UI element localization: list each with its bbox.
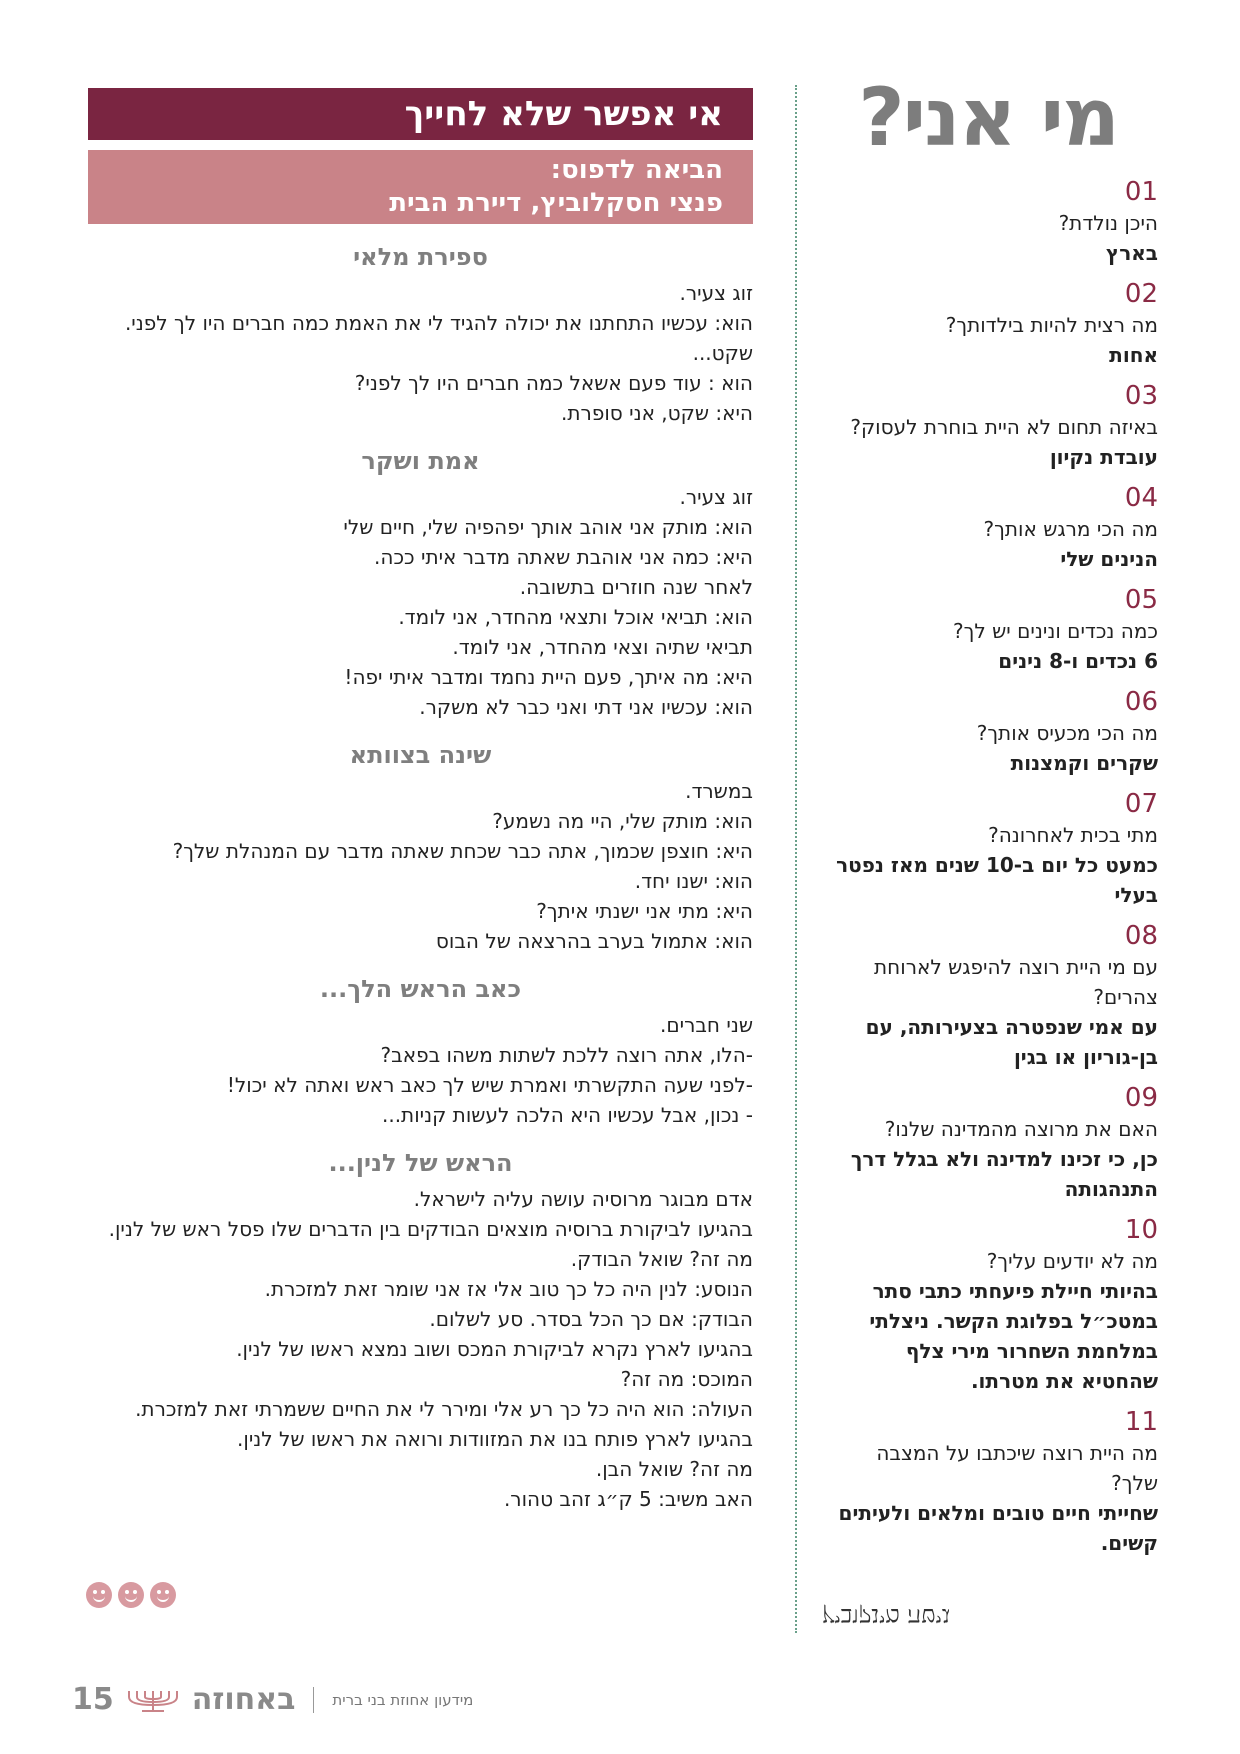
joke-line: הוא: תביאי אוכל ותצאי מהחדר, אני לומד.: [398, 605, 753, 629]
joke-line: בהגיעו לביקורת ברוסיה מוצאים הבודקים בין הדברים שלו פסל ראש של לנין.: [108, 1217, 753, 1241]
answer-text: עם אמי שנפטרה בצעירותה, עם בן-גוריון או בגין: [865, 1015, 1158, 1069]
joke-title: כאב הראש הלך...: [319, 975, 522, 1003]
smiley-icons: [86, 1582, 176, 1608]
questionnaire-title: מי אני?: [858, 71, 1118, 164]
answer-text: כמעט כל יום ב-10 שנים מאז נפטר בעלי: [836, 853, 1158, 907]
joke-line: הבודק: אם כך הכל בסדר. סע לשלום.: [429, 1307, 753, 1331]
question-text: באיזה תחום לא היית בוחרת לעסוק?: [850, 415, 1158, 439]
question-number: 03: [1124, 381, 1158, 411]
answer-text: שחייתי חיים טובים ומלאים ולעיתים קשים.: [838, 1501, 1158, 1555]
joke-line: זוג צעיר.: [679, 281, 753, 305]
magazine-name: באחוזה: [191, 1682, 296, 1717]
qa-item: [828, 380, 1158, 472]
question-number: 04: [1124, 483, 1158, 513]
smiley-icon: [86, 1582, 112, 1608]
joke-line: העולה: הוא היה כל כך רע אלי ומירר לי את החיים ששמרתי זאת למזכרת.: [135, 1397, 753, 1421]
joke-line: - נכון, אבל עכשיו היא הלכה לעשות קניות...: [381, 1103, 753, 1127]
joke-line: -הלו, אתה רוצה ללכת לשתות משהו בפאב?: [380, 1043, 753, 1067]
joke-section: [88, 972, 753, 1130]
joke-line: שני חברים.: [659, 1013, 753, 1037]
joke-line: היא: שקט, אני סופרת.: [561, 401, 753, 425]
joke-line: היא: מתי אני ישנתי איתך?: [536, 899, 753, 923]
joke-line: תביאי שתיה וצאי מהחדר, אני לומד.: [452, 635, 753, 659]
joke-line: היא: כמה אני אוהבת שאתה מדבר איתי ככה.: [374, 545, 753, 569]
question-text: מה היית רוצה שיכתבו על המצבה שלך?: [876, 1441, 1158, 1495]
qa-item: [828, 278, 1158, 370]
qa-item: [828, 1406, 1158, 1558]
answer-text: עובדת נקיון: [1049, 445, 1158, 469]
answer-text: כן, כי זכינו למדינה ולא בגלל דרך התנהגותה: [850, 1147, 1158, 1201]
question-text: עם מי היית רוצה להיפגש לארוחת צהרים?: [874, 955, 1158, 1009]
joke-line: האב משיב: 5 ק״ג זהב טהור.: [503, 1487, 753, 1511]
joke-line: הוא : עוד פעם אשאל כמה חברים היו לך לפני?: [354, 371, 753, 395]
footer-separator: [313, 1687, 314, 1713]
joke-section: [88, 738, 753, 956]
question-text: מה רצית להיות בילדותך?: [945, 313, 1158, 337]
qa-item: [828, 584, 1158, 676]
jokes-list: [88, 240, 753, 1514]
joke-section: [88, 240, 753, 428]
answer-text: הנינים שלי: [1060, 547, 1158, 571]
qa-item: [828, 176, 1158, 268]
question-number: 09: [1124, 1083, 1158, 1113]
question-number: 07: [1124, 789, 1158, 819]
answer-text: בארץ: [1105, 241, 1158, 265]
question-text: כמה נכדים ונינים יש לך?: [953, 619, 1158, 643]
joke-line: זוג צעיר.: [679, 485, 753, 509]
question-number: 05: [1124, 585, 1158, 615]
question-text: האם את מרוצה מהמדינה שלנו?: [884, 1117, 1158, 1141]
question-number: 11: [1124, 1407, 1158, 1437]
joke-section: [88, 444, 753, 722]
answer-text: אחות: [1109, 343, 1158, 367]
joke-line: בהגיעו לארץ פותח בנו את המזוודות ורואה את ראשו של לנין.: [237, 1427, 753, 1451]
question-number: 02: [1124, 279, 1158, 309]
question-text: מתי בכית לאחרונה?: [988, 823, 1158, 847]
page-footer: [72, 1682, 473, 1717]
jokes-banner: אי אפשר שלא לחייך: [88, 88, 753, 140]
joke-section: [88, 1146, 753, 1514]
qa-item: [828, 686, 1158, 778]
credit-line: פנצי חסקלוביץ, דיירת הבית: [389, 188, 723, 218]
magazine-subtitle: מידעון אחוזת בני ברית: [332, 1690, 474, 1709]
joke-line: הוא: מותק שלי, היי מה נשמע?: [492, 809, 753, 833]
joke-line: הוא: עכשיו אני דתי ואני כבר לא משקר.: [419, 695, 753, 719]
questionnaire: [828, 70, 1158, 1558]
question-text: מה לא יודעים עליך?: [986, 1249, 1158, 1273]
answer-text: שקרים וקמצנות: [1010, 751, 1158, 775]
joke-line: בהגיעו לארץ נקרא לביקורת המכס ושוב נמצא ראשו של לנין.: [236, 1337, 753, 1361]
joke-line: במשרד.: [685, 779, 753, 803]
joke-line: שקט...: [692, 341, 753, 365]
question-text: מה הכי מכעיס אותך?: [976, 721, 1158, 745]
question-text: מה הכי מרגש אותך?: [983, 517, 1158, 541]
smiley-icon: [150, 1582, 176, 1608]
joke-line: מה זה? שואל הבן.: [595, 1457, 753, 1481]
qa-item: [828, 1082, 1158, 1204]
credit-box: [88, 150, 753, 224]
qa-item: [828, 482, 1158, 574]
joke-line: הוא: מותק אני אוהב אותך יפהפיה שלי, חיים שלי: [343, 515, 753, 539]
answer-text: 6 נכדים ו-8 נינים: [998, 649, 1158, 673]
joke-line: מה זה? שואל הבודק.: [570, 1247, 753, 1271]
joke-line: אדם מבוגר מרוסיה עושה עליה לישראל.: [413, 1187, 753, 1211]
credit-line: הביאה לדפוס:: [550, 155, 723, 185]
joke-line: הנוסע: לנין היה כל כך טוב אלי אז אני שומר זאת למזכרת.: [264, 1277, 753, 1301]
smiley-icon: [118, 1582, 144, 1608]
joke-line: הוא: אתמול בערב בהרצאה של הבוס: [435, 929, 753, 953]
question-number: 06: [1124, 687, 1158, 717]
joke-line: הוא: ישנו יחד.: [634, 869, 753, 893]
joke-line: היא: מה איתך, פעם היית נחמד ומדבר איתי יפה!: [344, 665, 753, 689]
page-number: 15: [72, 1682, 114, 1717]
joke-line: -לפני שעה התקשרתי ואמרת שיש לך כאב ראש ואתה לא יכול!: [226, 1073, 753, 1097]
joke-line: היא: חוצפן שכמוך, אתה כבר שכחת שאתה מדבר עם המנהלת שלך?: [172, 839, 753, 863]
joke-title: הראש של לנין...: [328, 1149, 513, 1177]
menorah-icon: [124, 1687, 182, 1713]
signature: גיטה מינקוביץ: [822, 1603, 950, 1631]
joke-title: שינה בצוותא: [349, 741, 492, 769]
joke-line: המוכס: מה זה?: [620, 1367, 753, 1391]
joke-title: ספירת מלאי: [353, 243, 488, 271]
question-number: 01: [1124, 177, 1158, 207]
question-number: 10: [1124, 1215, 1158, 1245]
column-divider: [795, 85, 797, 1633]
joke-line: לאחר שנה חוזרים בתשובה.: [519, 575, 753, 599]
questionnaire-list: [828, 176, 1158, 1558]
question-number: 08: [1124, 921, 1158, 951]
qa-item: [828, 788, 1158, 910]
jokes-column: [88, 88, 753, 1514]
answer-text: בהיותי חיילת פיעחתי כתבי סתר במטכ״ל בפלוגת הקשר. ניצלתי במלחמת השחרור מירי צלף שהחטיא את מטרתו.: [869, 1279, 1158, 1393]
joke-title: אמת ושקר: [361, 447, 480, 475]
joke-line: הוא: עכשיו התחתנו את יכולה להגיד לי את האמת כמה חברים היו לך לפני.: [124, 311, 753, 335]
question-text: היכן נולדת?: [1058, 211, 1158, 235]
qa-item: [828, 1214, 1158, 1396]
qa-item: [828, 920, 1158, 1072]
